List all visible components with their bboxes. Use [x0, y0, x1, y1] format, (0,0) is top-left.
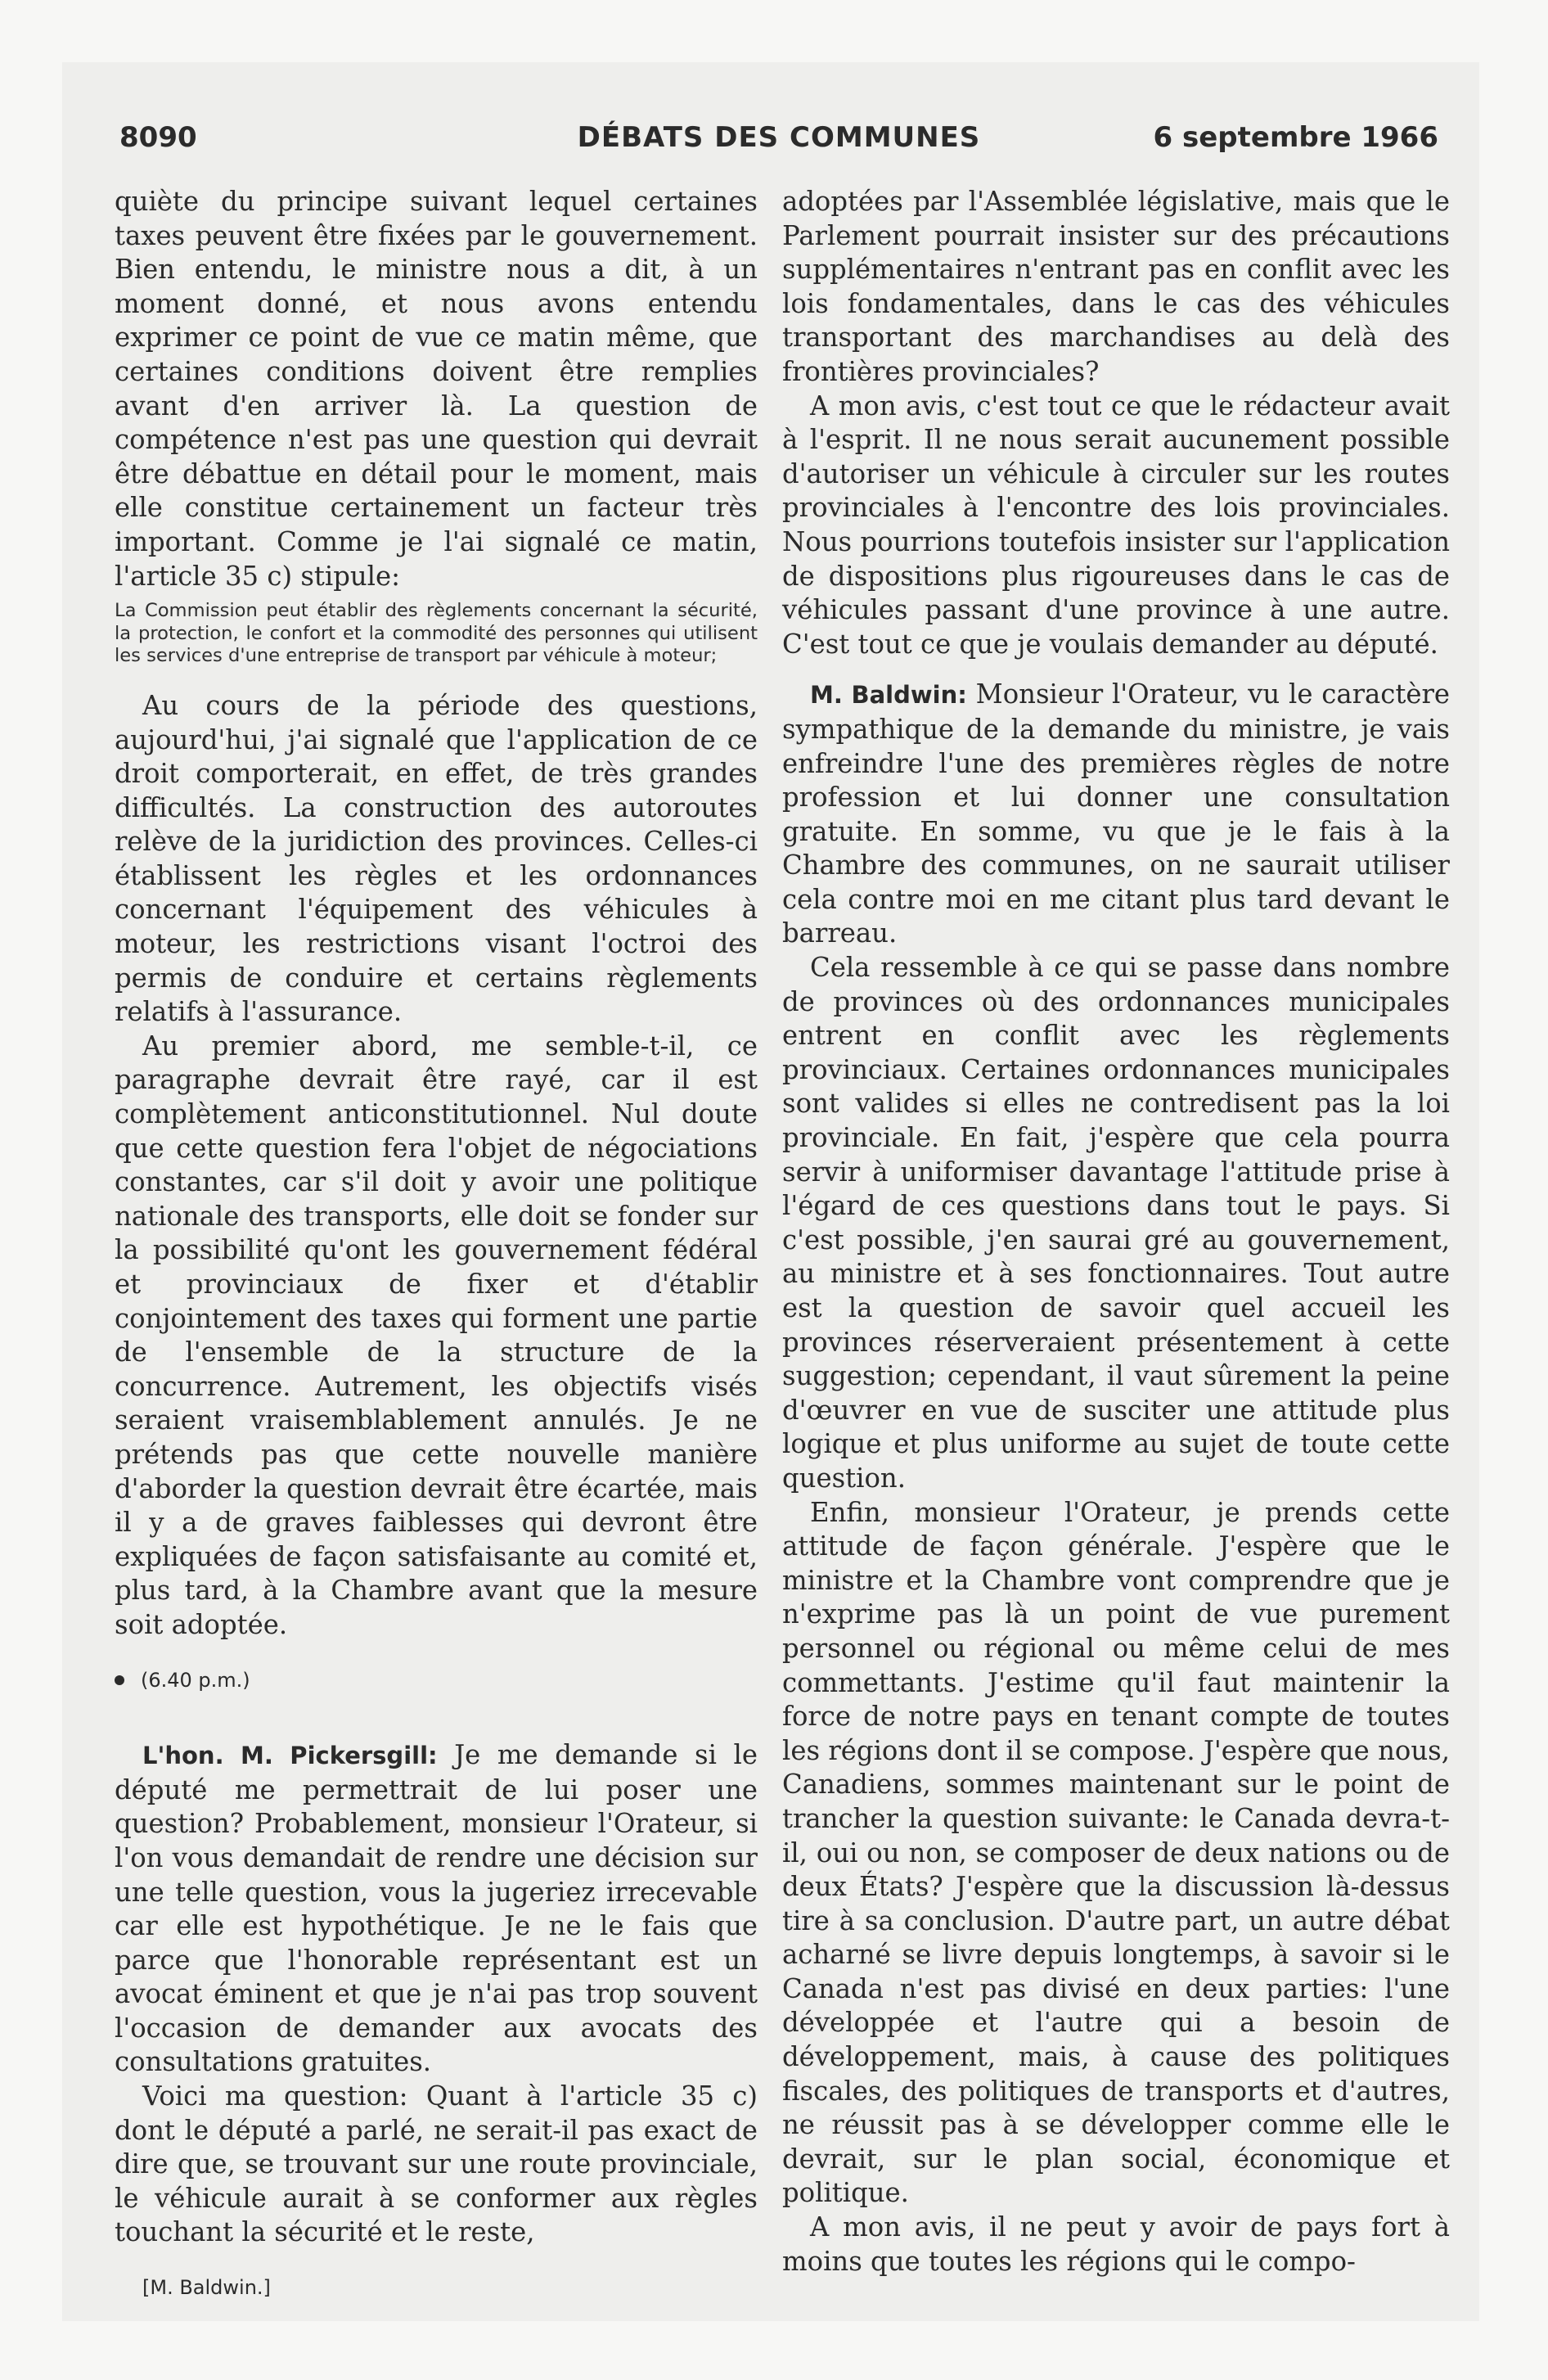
speaker-name: M. Baldwin:	[810, 681, 967, 710]
paragraph: Voici ma question: Quant à l'article 35 c) dont le député a parlé, ne serait-il pas exact de dire que, se trouvant sur une route provinciale, le véhicule aurait à se conformer aux règles touchant la sécurité et le reste,	[115, 2080, 758, 2248]
paragraph: quiète du principe suivant lequel certaines taxes peuvent être fixées par le gouvernement. Bien entendu, le ministre nous a dit, à un moment donné, et nous avons entendu exprimer ce point de vue ce matin même, que certaines conditions doivent être remplies avant d'en arriver là. La question de compétence n'est pas une question qui devrait être débattue en détail pour le moment, mais elle constitue certainement un facteur très important. Comme je l'ai signalé ce matin, l'article 35 c) stipule:	[115, 186, 758, 592]
left-column	[115, 185, 758, 2306]
paragraph	[115, 1738, 758, 2080]
paragraph	[782, 678, 1450, 951]
bullet-icon	[115, 1675, 124, 1685]
page-number: 8090	[119, 121, 197, 154]
timestamp-text: (6.40 p.m.)	[141, 1668, 250, 1692]
paragraph: Enfin, monsieur l'Orateur, je prends cette attitude de façon générale. J'espère que le ministre et la Chambre vont comprendre que je n'exprime pas là un point de vue purement personnel ou régional ou même celui de mes commettants. J'estime qu'il faut maintenir la force de notre pays en tenant compte de toutes les régions dont il se compose. J'espère que nous, Canadiens, sommes maintenant sur le point de trancher la question suivante: le Canada devra-t-il, oui ou non, se composer de deux nations ou de deux États? J'espère que la discussion là-dessus tire à sa conclusion. D'autre part, un autre débat acharné se livre depuis longtemps, à savoir si le Canada n'est pas divisé en deux parties: l'une développée et l'autre qui a besoin de développement, mais, à cause des politiques fiscales, des politiques de transports et d'autres, ne réussit pas à se développer comme elle le devrait, sur le plan social, économique et politique.	[782, 1496, 1450, 2209]
paragraph: Cela ressemble à ce qui se passe dans nombre de provinces où des ordonnances municipales entrent en conflit avec les règlements provinciaux. Certaines ordonnances municipales sont valides si elles ne contredisent pas la loi provinciale. En fait, j'espère que cela pourra servir à uniformiser davantage l'attitude prise à l'égard de ces questions dans tout le pays. Si c'est possible, j'en saurai gré au gouvernement, au ministre et à ses fonctionnaires. Tout autre est la question de savoir quel accueil les provinces réserveraient présentement à cette suggestion; cependant, il vaut sûrement la peine d'œuvrer en vue de susciter une attitude plus logique et plus uniforme au sujet de toute cette question.	[782, 952, 1450, 1494]
page-header	[119, 115, 1438, 164]
paragraph: A mon avis, il ne peut y avoir de pays fort à moins que toutes les régions qui le compo-	[782, 2211, 1450, 2277]
page-date: 6 septembre 1966	[1153, 121, 1438, 154]
timestamp	[115, 1664, 758, 1698]
speech-text: Je me demande si le député me permettrait de lui poser une question? Probablement, monsieur l'Orateur, si l'on vous demandait de rendre une décision sur une telle question, vous la jugeriez irrecevable car elle est hypothétique. Je ne le fais que parce que l'honorable représentant est un avocat éminent et que je n'ai pas trop souvent l'occasion de demander aux avocats des consultations gratuites.	[115, 1739, 758, 2078]
paragraph: Au cours de la période des questions, aujourd'hui, j'ai signalé que l'application de ce droit comporterait, en effet, de très grandes difficultés. La construction des autoroutes relève de la juridiction des provinces. Celles-ci établissent les règles et les ordonnances concernant l'équipement des véhicules à moteur, les restrictions visant l'octroi des permis de conduire et certains règlements relatifs à l'assurance.	[115, 689, 758, 1028]
block-quote: La Commission peut établir des règlements concernant la sécurité, la protection, le confort et la commodité des personnes qui utilisent les services d'une entreprise de transport par véhicule à moteur;	[115, 600, 758, 667]
paragraph: Au premier abord, me semble-t-il, ce paragraphe devrait être rayé, car il est complètement anticonstitutionnel. Nul doute que cette question fera l'objet de négociations constantes, car s'il doit y avoir une politique nationale des transports, elle doit se fonder sur la possibilité qu'ont les gouvernement fédéral et provinciaux de fixer et d'établir conjointement des taxes qui forment une partie de l'ensemble de la structure de la concurrence. Autrement, les objectifs visés seraient vraisemblablement annulés. Je ne prétends pas que cette nouvelle manière d'aborder la question devrait être écartée, mais il y a de graves faiblesses qui devront être expliquées de façon satisfaisante au comité et, plus tard, à la Chambre avant que la mesure soit adoptée.	[115, 1030, 758, 1640]
speech-text: Monsieur l'Orateur, vu le caractère sympathique de la demande du ministre, je vais enfreindre l'une des premières règles de notre profession et lui donner une consultation gratuite. En somme, vu que je le fais à la Chambre des communes, on ne saurait utiliser cela contre moi en me citant plus tard devant le barreau.	[782, 678, 1450, 949]
page-title: DÉBATS DES COMMUNES	[577, 121, 981, 154]
speaker-name: L'hon. M. Pickersgill:	[142, 1742, 438, 1770]
speaker-signature: [M. Baldwin.]	[142, 2276, 271, 2300]
right-column	[782, 185, 1450, 2279]
paragraph: A mon avis, c'est tout ce que le rédacteur avait à l'esprit. Il ne nous serait aucunement possible d'autoriser un véhicule à circuler sur les routes provinciales à l'encontre des lois provinciales. Nous pourrions toutefois insister sur l'application de dispositions plus rigoureuses dans le cas de véhicules passant d'une province à une autre. C'est tout ce que je voulais demander au député.	[782, 390, 1450, 660]
paragraph: adoptées par l'Assemblée législative, mais que le Parlement pourrait insister sur des précautions supplémentaires n'entrant pas en conflit avec les lois fondamentales, dans le cas des véhicules transportant des marchandises au delà des frontières provinciales?	[782, 186, 1450, 387]
